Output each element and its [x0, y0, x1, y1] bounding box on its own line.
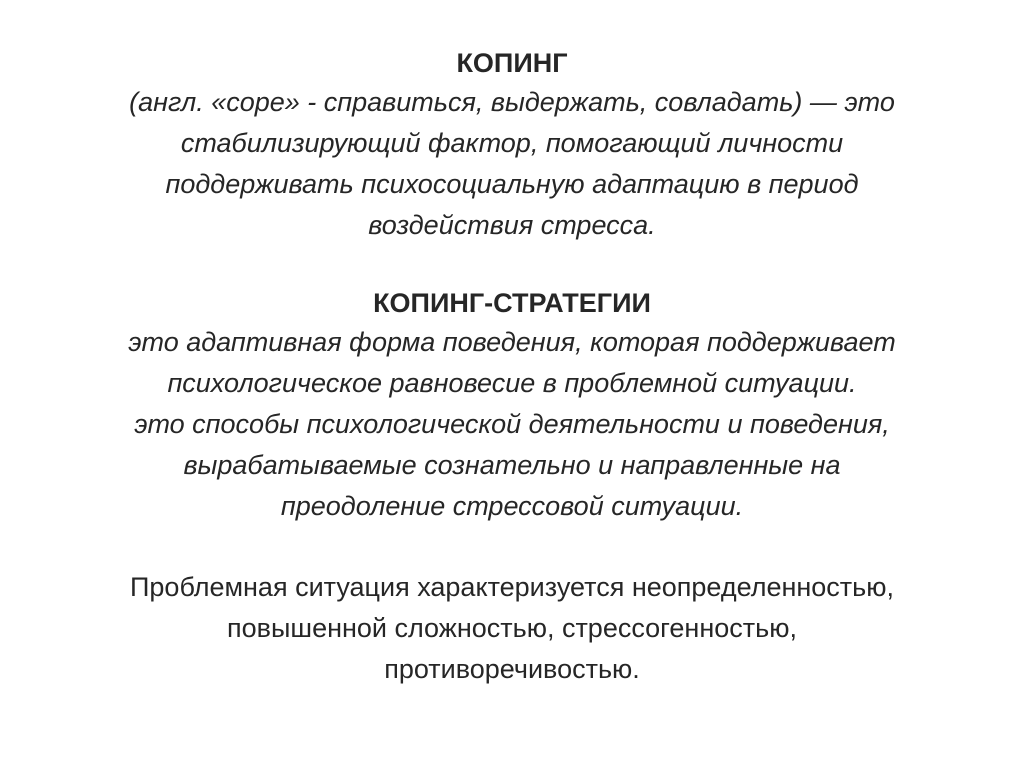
problem-situation-section [32, 567, 992, 690]
coping-strategies-title: КОПИНГ-СТРАТЕГИИ [373, 288, 651, 318]
coping-strategies-definition-line: это адаптивная форма поведения, которая поддерживает [128, 327, 896, 357]
coping-strategies-definition-line: это способы психологической деятельности и поведения, [134, 409, 890, 439]
coping-section [32, 44, 992, 246]
coping-definition-line: воздействия стресса. [368, 210, 656, 240]
problem-situation-line: противоречивостью. [384, 654, 640, 684]
section-spacer [0, 246, 1024, 284]
coping-definition-line: (англ. «cope» - справиться, выдержать, совладать) — это [129, 87, 895, 117]
coping-definition-line: стабилизирующий фактор, помогающий личности [180, 128, 844, 158]
coping-strategies-definition-line: преодоление стрессовой ситуации. [280, 491, 744, 521]
problem-situation-line: повышенной сложностью, стрессогенностью, [227, 613, 797, 643]
coping-definition-line: поддерживать психосоциальную адаптацию в период [165, 169, 859, 199]
coping-title: КОПИНГ [456, 48, 568, 78]
coping-strategies-definition-line: вырабатываемые сознательно и направленные на [183, 450, 841, 480]
problem-situation-line: Проблемная ситуация характеризуется неопределенностью, [130, 572, 894, 602]
section-spacer [0, 527, 1024, 567]
coping-strategies-section [32, 284, 992, 527]
coping-strategies-definition-line: психологическое равновесие в проблемной ситуации. [167, 368, 857, 398]
